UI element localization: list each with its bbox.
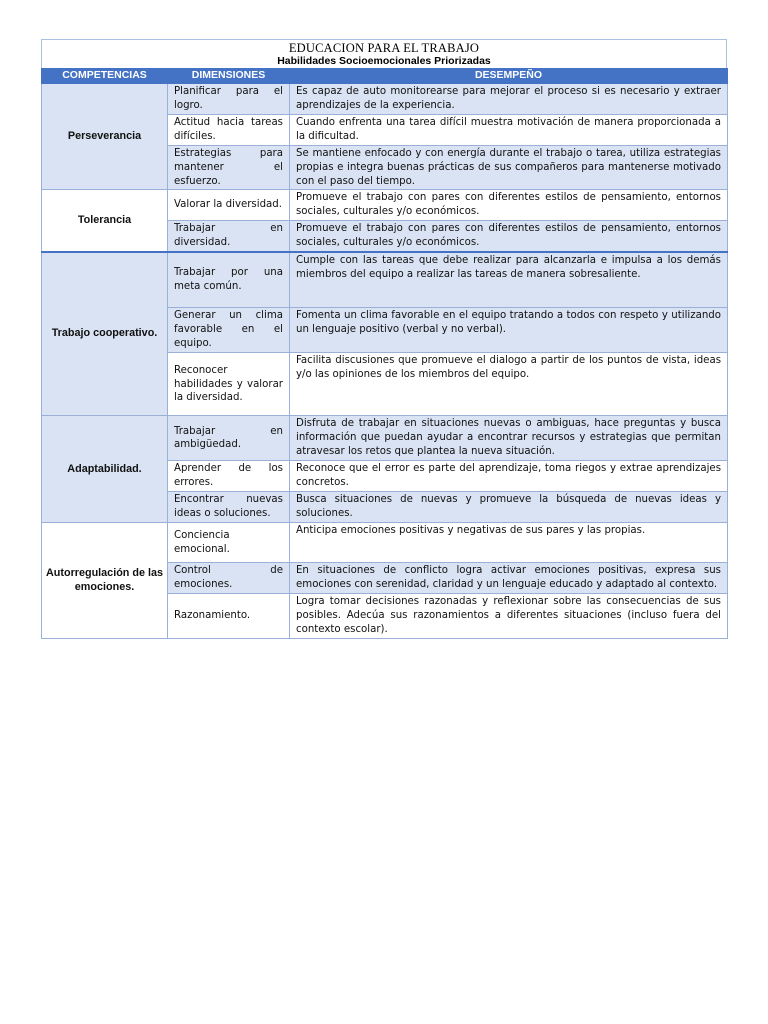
dimension-cell: Generar un clima favorable en el equipo. xyxy=(168,308,290,353)
dimension-cell: Encontrar nuevas ideas o soluciones. xyxy=(168,492,290,523)
desempeno-cell: Promueve el trabajo con pares con diferentes estilos de pensamiento, entornos sociales, culturales y/o económicos. xyxy=(290,190,728,221)
competencia-cell: Perseverancia xyxy=(42,84,168,190)
desempeno-cell: Logra tomar decisiones razonadas y reflexionar sobre las consecuencias de sus posibles. Adecúa sus razonamientos a diferentes situaciones (incluso fuera del contexto escolar). xyxy=(290,594,728,638)
table-row xyxy=(42,416,728,461)
table-row xyxy=(42,84,728,115)
column-header-competencias: COMPETENCIAS xyxy=(42,69,168,84)
column-header-desempeno: DESEMPEÑO xyxy=(290,69,728,84)
desempeno-cell: Es capaz de auto monitorearse para mejorar el proceso si es necesario y extraer aprendizajes de la experiencia. xyxy=(290,84,728,115)
competencias-table xyxy=(41,68,728,639)
competencia-cell: Trabajo cooperativo. xyxy=(42,252,168,416)
dimension-cell: Valorar la diversidad. xyxy=(168,190,290,221)
dimension-cell: Aprender de los errores. xyxy=(168,461,290,492)
table-row xyxy=(42,523,728,563)
desempeno-cell: Disfruta de trabajar en situaciones nuevas o ambiguas, hace preguntas y busca información que puedan ayudar a encontrar recursos y estrategias que permitan atravesar los retos que plantea la nueva situación. xyxy=(290,416,728,461)
document-title: EDUCACION PARA EL TRABAJO xyxy=(288,41,480,55)
desempeno-cell: Anticipa emociones positivas y negativas de sus pares y las propias. xyxy=(290,523,728,563)
dimension-cell: Reconocer habilidades y valorar la diversidad. xyxy=(168,353,290,416)
dimension-cell: Planificar para el logro. xyxy=(168,84,290,115)
table-header-row xyxy=(42,69,728,84)
dimension-cell: Trabajar en diversidad. xyxy=(168,221,290,252)
document-page xyxy=(41,39,727,639)
table-row xyxy=(42,190,728,221)
column-header-dimensiones: DIMENSIONES xyxy=(168,69,290,84)
desempeno-cell: Busca situaciones de nuevas y promueve la búsqueda de nuevas ideas y soluciones. xyxy=(290,492,728,523)
dimension-cell: Trabajar por una meta común. xyxy=(168,252,290,308)
desempeno-cell: Se mantiene enfocado y con energía durante el trabajo o tarea, utiliza estrategias propias e integra buenas prácticas de sus compañeros para mantenerse motivado con el paso del tiempo. xyxy=(290,146,728,190)
desempeno-cell: En situaciones de conflicto logra activar emociones positivas, expresa sus emociones con serenidad, claridad y un lenguaje educado y adaptado al contexto. xyxy=(290,563,728,594)
desempeno-cell: Fomenta un clima favorable en el equipo tratando a todos con respeto y utilizando un lenguaje positivo (verbal y no verbal). xyxy=(290,308,728,353)
competencia-cell: Autorregulación de las emociones. xyxy=(42,523,168,638)
dimension-cell: Razonamiento. xyxy=(168,594,290,638)
dimension-cell: Control de emociones. xyxy=(168,563,290,594)
competencia-cell: Tolerancia xyxy=(42,190,168,252)
desempeno-cell: Reconoce que el error es parte del aprendizaje, toma riegos y extrae aprendizajes concretos. xyxy=(290,461,728,492)
document-subtitle: Habilidades Socioemocionales Priorizadas xyxy=(277,55,491,67)
table-title-block xyxy=(41,39,727,68)
desempeno-cell: Cuando enfrenta una tarea difícil muestra motivación de manera proporcionada a la dificultad. xyxy=(290,115,728,146)
desempeno-cell: Facilita discusiones que promueve el dialogo a partir de los puntos de vista, ideas y/o las opiniones de los miembros del equipo. xyxy=(290,353,728,416)
competencia-cell: Adaptabilidad. xyxy=(42,416,168,523)
table-row xyxy=(42,252,728,308)
desempeno-cell: Cumple con las tareas que debe realizar para alcanzarla e impulsa a los demás miembros del equipo a realizar las tareas de manera sobresaliente. xyxy=(290,252,728,308)
dimension-cell: Conciencia emocional. xyxy=(168,523,290,563)
dimension-cell: Estrategias para mantener el esfuerzo. xyxy=(168,146,290,190)
dimension-cell: Trabajar en ambigüedad. xyxy=(168,416,290,461)
desempeno-cell: Promueve el trabajo con pares con diferentes estilos de pensamiento, entornos sociales, culturales y/o económicos. xyxy=(290,221,728,252)
dimension-cell: Actitud hacia tareas difíciles. xyxy=(168,115,290,146)
